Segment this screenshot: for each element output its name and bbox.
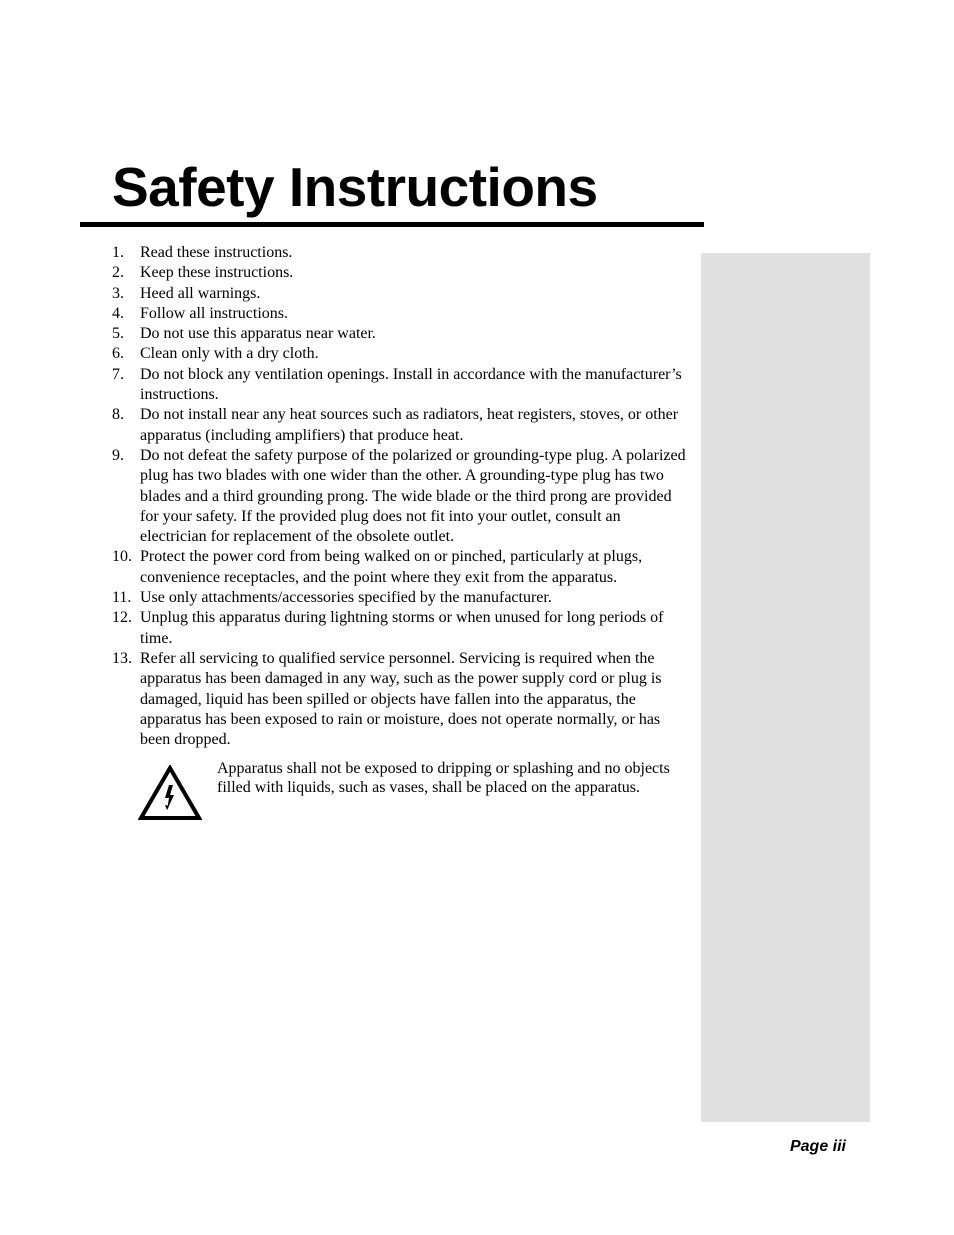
item-text: Protect the power cord from being walked on or pinched, particularly at plugs, convenience receptacles, and the point where they exit from the apparatus. <box>140 548 643 586</box>
item-text: Do not use this apparatus near water. <box>140 325 376 343</box>
item-number: 12. <box>112 609 132 627</box>
list-item <box>112 547 688 588</box>
item-number: 11. <box>112 589 132 607</box>
list-item <box>112 324 688 344</box>
item-number: 7. <box>112 365 124 383</box>
page-title: Safety Instructions <box>112 156 598 218</box>
list-item <box>112 588 688 608</box>
item-text: Unplug this apparatus during lightning storms or when unused for long periods of time. <box>140 609 664 647</box>
item-number: 1. <box>112 244 124 261</box>
list-item <box>112 365 688 406</box>
item-number: 9. <box>112 446 124 464</box>
item-text: Read these instructions. <box>140 244 293 261</box>
item-text: Keep these instructions. <box>140 264 294 282</box>
list-item <box>112 263 688 283</box>
page-number: Page iii <box>789 1138 846 1155</box>
list-item <box>112 304 688 324</box>
electrical-hazard-icon <box>138 765 202 821</box>
item-text: Do not block any ventilation openings. Install in accordance with the manufacturer’s instructions. <box>140 365 682 404</box>
list-item <box>112 284 688 304</box>
item-text: Refer all servicing to qualified service personnel. Servicing is required when the apparatus has been damaged in any way, such as the power supply cord or plug is damaged, liquid has been spilled or objects have fallen into the apparatus, the apparatus has been exposed to rain or moisture, does not operate normally, or has been dropped. <box>140 649 662 749</box>
list-item <box>112 649 688 750</box>
instructions-list <box>112 243 688 750</box>
item-text: Heed all warnings. <box>140 284 261 302</box>
warning-text: Apparatus shall not be exposed to dripping or splashing and no objects filled with liquids, such as vases, shall be placed on the apparatus. <box>217 760 670 796</box>
item-text: Do not install near any heat sources such as radiators, heat registers, stoves, or other apparatus (including amplifiers) that produce heat. <box>140 406 679 444</box>
list-item <box>112 243 688 263</box>
title-rule <box>80 222 704 227</box>
item-number: 8. <box>112 406 124 424</box>
sidebar-panel <box>701 253 870 1122</box>
item-text: Do not defeat the safety purpose of the polarized or grounding-type plug. A polarized plug has two blades with one wider than the other. A grounding-type plug has two blades and a third grounding prong. The wide blade or the third prong are provided for your safety. If the provided plug does not fit into your outlet, consult an electrician for replacement of the obsolete outlet. <box>140 446 686 546</box>
item-number: 3. <box>112 284 124 302</box>
list-item <box>112 608 688 649</box>
item-number: 2. <box>112 264 124 282</box>
item-number: 4. <box>112 304 124 322</box>
list-item <box>112 446 688 547</box>
item-text: Follow all instructions. <box>140 304 288 322</box>
list-item <box>112 405 688 446</box>
item-number: 5. <box>112 325 124 343</box>
item-number: 6. <box>112 345 124 363</box>
item-text: Use only attachments/accessories specified by the manufacturer. <box>140 589 552 607</box>
item-number: 10. <box>112 548 132 566</box>
item-number: 13. <box>112 649 132 667</box>
list-item <box>112 344 688 364</box>
item-text: Clean only with a dry cloth. <box>140 345 319 363</box>
